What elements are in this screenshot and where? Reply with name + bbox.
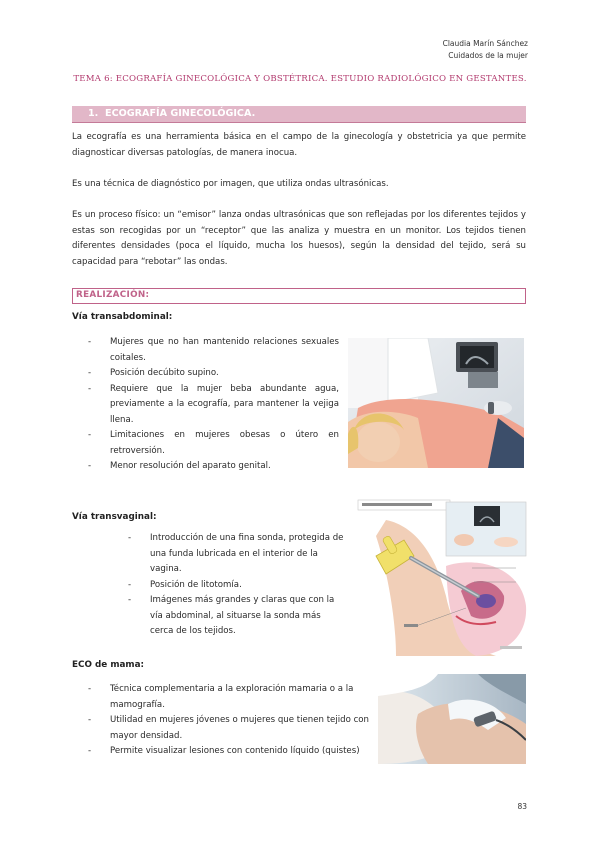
- paragraph-process: Es un proceso físico: un “emisor” lanza ondas ultrasónicas que son reflejadas por los diferentes tejidos y estas son recogidas por un “receptor” que las analiza y muestra en un monitor. Los tejidos tienen diferentes densidades (poca el líquido, mucha los huesos), según la densidad del tejido, será su capacidad para “rebotar” las ondas.: [72, 210, 526, 267]
- header-subject: Cuidados de la mujer: [448, 51, 528, 60]
- realizacion-box: [72, 288, 526, 304]
- paragraph-technique: Es una técnica de diagnóstico por imagen, que utiliza ondas ultrasónicas.: [72, 179, 389, 189]
- section-heading: [72, 106, 526, 123]
- list-item: - Introducción de una fina sonda, protegida de una funda lubricada en el interior de la vagina.: [128, 531, 346, 578]
- list-item: - Imágenes más grandes y claras que con la vía abdominal, al situarse la sonda más cerca de los tejidos.: [128, 593, 346, 640]
- transabdominal-title: Vía transabdominal:: [72, 312, 173, 322]
- list-item: - Utilidad en mujeres jóvenes o mujeres que tienen tejido con mayor densidad.: [88, 713, 372, 744]
- list-item: - Menor resolución del aparato genital.: [88, 459, 339, 475]
- list-item: - Requiere que la mujer beba abundante agua, previamente a la ecografía, para mantener la vejiga llena.: [88, 382, 339, 429]
- list-item: - Mujeres que no han mantenido relaciones sexuales coitales.: [88, 335, 339, 366]
- mama-list: [88, 682, 372, 760]
- breast-ultrasound-photo: [378, 674, 526, 764]
- page-number: 83: [517, 802, 527, 811]
- transabdominal-photo: [348, 338, 524, 468]
- list-item: - Limitaciones en mujeres obesas o útero en retroversión.: [88, 428, 339, 459]
- transvaginal-title: Vía transvaginal:: [72, 512, 157, 522]
- list-item: - Posición decúbito supino.: [88, 366, 339, 382]
- transvaginal-illustration: [356, 496, 528, 658]
- section-number: 1.: [88, 108, 99, 119]
- list-item: - Posición de litotomía.: [128, 578, 346, 594]
- section-title: ECOGRAFÍA GINECOLÓGICA.: [105, 108, 256, 119]
- list-item: - Técnica complementaria a la exploración mamaria o a la mamografía.: [88, 682, 372, 713]
- section-heading-text: [88, 108, 255, 119]
- transabdominal-list: [88, 335, 339, 475]
- list-item: - Permite visualizar lesiones con contenido líquido (quistes): [88, 744, 372, 760]
- paragraph-intro: La ecografía es una herramienta básica en el campo de la ginecología y obstetricia ya que permite diagnosticar diversas patologías, de manera inocua.: [72, 132, 526, 158]
- transvaginal-list: [128, 531, 346, 640]
- mama-title: ECO de mama:: [72, 660, 145, 670]
- realizacion-label: REALIZACIÓN:: [76, 290, 150, 300]
- topic-title: TEMA 6: ECOGRAFÍA GINECOLÓGICA Y OBSTÉTRICA. ESTUDIO RADIOLÓGICO EN GESTANTES.: [73, 74, 527, 84]
- header-author: Claudia Marín Sánchez: [442, 39, 528, 48]
